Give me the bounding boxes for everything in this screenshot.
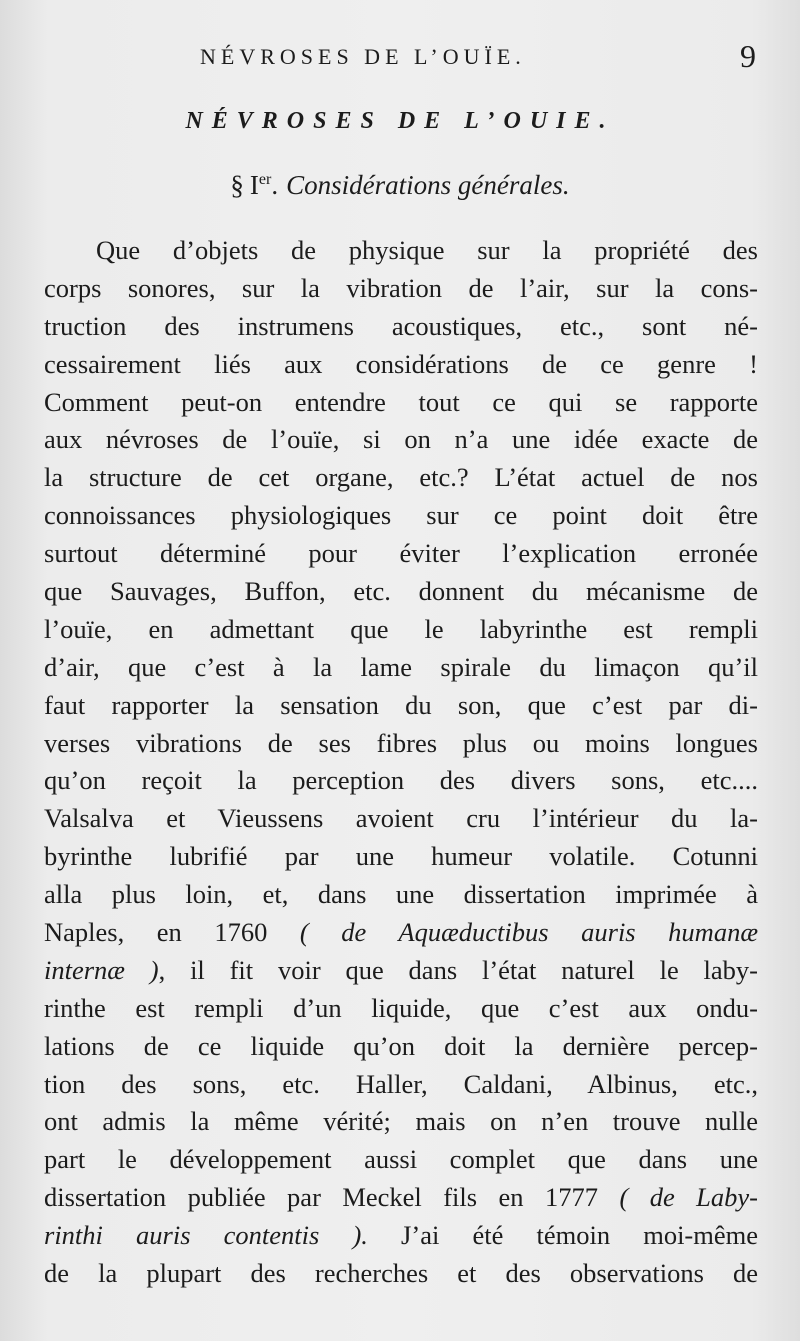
page-number: 9	[740, 38, 756, 74]
running-title: NÉVROSES DE L’OUÏE.	[200, 44, 526, 69]
italic-segment: rinthi auris contentis ).	[44, 1220, 368, 1251]
text-line: la structure de cet organe, etc.? L’état actuel de nos	[44, 462, 758, 493]
roman-segment: , il fit voir que dans l’état naturel le laby-	[158, 954, 758, 985]
roman-segment: J’ai été témoin moi-même	[367, 1220, 758, 1251]
text-line: que Sauvages, Buffon, etc. donnent du mécanisme de	[44, 576, 758, 607]
text-line: d’air, que c’est à la lame spirale du limaçon qu’il	[44, 651, 758, 682]
section-title: NÉVROSES DE L’OUIE.	[185, 108, 615, 134]
italic-segment: ( de Laby-	[619, 1182, 758, 1213]
subsection-number-main: I	[249, 170, 259, 200]
text-line: byrinthe lubrifié par une humeur volatile. Cotunni	[44, 841, 758, 872]
text-line: verses vibrations de ses fibres plus ou moins longues	[44, 727, 758, 758]
text-line: aux névroses de l’ouïe, si on n’a une idée exacte de	[44, 424, 758, 455]
text-line: de la plupart des recherches et des observations de	[44, 1258, 758, 1289]
subsection-number: Ier.	[249, 170, 279, 200]
text-line: tion des sons, etc. Haller, Caldani, Albinus, etc.,	[44, 1068, 758, 1099]
text-line: lations de ce liquide qu’on doit la dernière percep-	[44, 1030, 758, 1061]
text-line: Comment peut-on entendre tout ce qui se rapporte	[44, 386, 758, 417]
text-line: Que d’objets de physique sur la propriété des	[96, 235, 758, 265]
text-line: surtout déterminé pour éviter l’explication erronée	[44, 538, 758, 569]
body-text	[44, 232, 758, 1293]
text-line	[44, 952, 758, 990]
text-line: cessairement liés aux considérations de ce genre !	[44, 348, 758, 379]
text-line	[44, 1217, 758, 1255]
subsection-heading	[0, 170, 800, 201]
italic-segment: ( de Aquæductibus auris humanæ	[299, 917, 758, 948]
text-line: Valsalva et Vieussens avoient cru l’intérieur du la-	[44, 803, 758, 834]
text-line: connoissances physiologiques sur ce point doit être	[44, 500, 758, 531]
text-line: corps sonores, sur la vibration de l’air, sur la cons-	[44, 272, 758, 303]
text-line: ont admis la même vérité; mais on n’en trouve nulle	[44, 1106, 758, 1137]
text-line: truction des instrumens acoustiques, etc., sont né-	[44, 310, 758, 341]
roman-segment: dissertation publiée par Meckel fils en 1777	[44, 1182, 620, 1213]
text-line: faut rapporter la sensation du son, que c’est par di-	[44, 689, 758, 720]
text-line	[44, 1179, 758, 1217]
text-line	[44, 914, 758, 952]
text-line: l’ouïe, en admettant que le labyrinthe est rempli	[44, 613, 758, 644]
subsection-number-sup: er	[258, 171, 272, 188]
text-line: qu’on reçoit la perception des divers sons, etc....	[44, 765, 758, 796]
text-line: part le développement aussi complet que dans une	[44, 1144, 758, 1175]
section-sign: §	[230, 170, 244, 200]
roman-segment: Naples, en 1760	[44, 917, 300, 948]
text-line: rinthe est rempli d’un liquide, que c’est aux ondu-	[44, 992, 758, 1023]
running-head	[0, 38, 800, 84]
italic-segment: internæ )	[44, 954, 159, 985]
subsection-title: Considérations générales.	[286, 170, 570, 200]
text-line: alla plus loin, et, dans une dissertation imprimée à	[44, 879, 758, 910]
